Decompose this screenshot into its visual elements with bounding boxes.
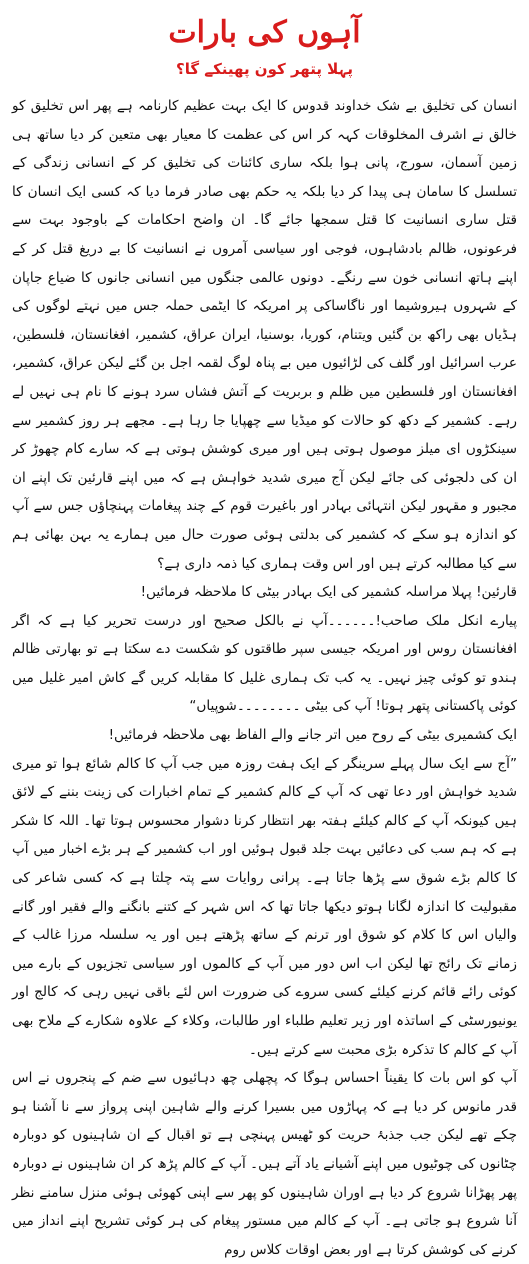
paragraph-first-letter-intro: قارئین! پہلا مراسلہ کشمیر کی ایک بہادر بیٹی کا ملاحظہ فرمائیں!	[140, 584, 517, 601]
paragraph-second-letter: ”آج سے ایک سال پہلے سرینگر کے ایک ہفت روزہ میں جب آپ کا کالم شائع ہوا تو میری شدید خواہش اور دعا تھی کہ آپ کے کالم کشمیر کے تمام اخبارات کی زینت بننے کے لائق ہیں کیونکہ آپ کے کالم کیلئے ہفتہ بھر انتظار کرنا دشوار محسوس ہوتا تھا۔ اللہ کا شکر ہے کہ ہم سب کی دعائیں بہت جلد قبول ہوئیں اور اب کشمیر کے ہر بڑے اخبار میں آپ کا کالم بڑے شوق سے پڑھا جاتا ہے۔ پرانی روایات سے پتہ چلتا ہے کہ کسی شاعر کی مقبولیت کا اندازہ لگانا ہوتو دیکھا جاتا تھا کہ اس شہر کے کتنے بانگنے والے فقیر اور گانے والیاں اس کا کلام کو شوق اور ترنم کے ساتھ پڑھتے ہیں اور یہ سلسلہ مرزا غالب کے زمانے تک رائج تھا لیکن اب اس دور میں آپ کے کالموں اور سیاسی تجزیوں کے بارے میں کوئی رائے قائم کرنے کیلئے کسی سروے کی ضرورت اس لئے باقی نہیں رہی کہ کالج اور یونیورسٹی کے اساتذہ اور زیر تعلیم طلباء اور طالبات، وکلاء کے علاوہ شکارے کے ملاح بھی آپ کے کالم کا تذکرہ بڑی محبت سے کرتے ہیں۔	[12, 755, 517, 1058]
paragraph-first-letter: پیارے انکل ملک صاحب!۔۔۔۔۔۔آپ نے بالکل صحیح اور درست تحریر کیا ہے کہ اگر افغانستان روس اور امریکہ جیسی سپر طاقتوں کو شکست دے سکتا ہے تو بھارتی ظالم ہندو تو کوئی چیز نہیں۔ یہ کب تک ہماری غلیل کا مقابلہ کریں گے کاش امیر غلیل میں کوئی پاکستانی پتھر ہوتا! آپ کی بیٹی ۔۔۔۔۔۔۔۔شوپیاں“	[12, 612, 517, 715]
article-title: آہوں کی بارات	[168, 15, 361, 50]
paragraph-intro: انسان کی تخلیق بے شک خداوند قدوس کا ایک بہت عظیم کارنامہ ہے پھر اس تخلیق کو خالق نے اشرف المخلوقات کہہ کر اس کی عظمت کا معیار بھی متعین کر دیا ساتھ ہی زمین آسمان، سورج، پانی ہوا بلکہ ساری کائنات کی تخلیق کر کے انسانی زندگی کے تسلسل کا سامان ہی پیدا کر دیا بلکہ یہ حکم بھی صادر فرما دیا کہ کسی ایک انسان کا قتل ساری انسانیت کا قتل سمجھا جائے گا۔ ان واضح احکامات کے باوجود بہت سے فرعونوں، ظالم بادشاہوں، فوجی اور سیاسی آمروں نے انسانیت کا بے دریغ قتل کر کے اپنے ہاتھ انسانی خون سے رنگے۔ دونوں عالمی جنگوں میں انسانی جانوں کا ضیاع جاپان کے شہروں ہیروشیما اور ناگاساکی پر امریکہ کا ایٹمی حملہ جس میں نہتے لوگوں کی ہڈیاں بھی راکھ بن گئیں ویتنام، کوریا، بوسنیا، ایران عراق، کشمیر، افغانستان، فلسطین، عرب اسرائیل اور گلف کی لڑائیوں میں بے پناہ لوگ لقمہ اجل بن گئے لیکن عراق، کشمیر، افغانستان اور فلسطین میں ظلم و بربریت کے آتش فشاں سرد ہونے کا نام ہی نہیں لے رہے۔ کشمیر کے دکھ کو حالات کو میڈیا سے چھپایا جا رہا ہے۔ مجھے ہر روز کشمیر سے سینکڑوں ای میلز موصول ہوتی ہیں اور میری کوشش ہوتی ہے کہ سارے کام چھوڑ کر ان کی دلجوئی کی جائے لیکن آج میری شدید خواہش ہے کہ میں اپنے قارئین تک اپنے ان مجبور و مقہور لیکن انتہائی بہادر اور باغیرت قوم کے چند پیغامات پہنچاؤں جس سے آپ کو اندازہ ہو سکے کہ کشمیر کی بدلتی ہوئی صورت حال میں ہمارے یہ بہن بھائی ہم سے کیا مطالبہ کرتے ہیں اور اس وقت ہماری کیا ذمہ داری ہے؟	[12, 98, 517, 572]
article-body	[12, 92, 517, 1264]
paragraph-second-letter-intro: ایک کشمیری بیٹی کے روح میں اتر جانے والے الفاظ بھی ملاحظہ فرمائیں!	[108, 727, 517, 744]
article-subtitle: پہلا پتھر کون پھینکے گا؟	[176, 60, 353, 78]
paragraph-second-letter-continued: آپ کو اس بات کا یقیناً احساس ہوگا کہ پچھلی چھ دہائیوں سے ضم کے پنجروں نے اس قدر مانوس کر دیا ہے کہ پہاڑوں میں بسیرا کرنے والے شاہین اپنی پرواز سے نا آشنا ہو چکے تھے لیکن جب جذبۂ حریت کو ٹھیس پہنچی ہے تو اقبال کے ان شاہینوں کو دوبارہ چٹانوں کی چوٹیوں میں اپنے آشیانے یاد آتے ہیں۔ آپ کے کالم پڑھ کر ان شاہینوں نے دوبارہ پھر پھڑانا شروع کر دیا ہے اوران شاہینوں کو پھر سے اپنی کھوئی ہوئی منزل سامنے نظر آنا شروع ہو جاتی ہے۔ آپ کے کالم میں مستور پیغام کی ہر کوئی تشریح اپنے انداز میں کرنے کی کوشش کرتا ہے اور بعض اوقات کلاس روم	[12, 1070, 517, 1258]
